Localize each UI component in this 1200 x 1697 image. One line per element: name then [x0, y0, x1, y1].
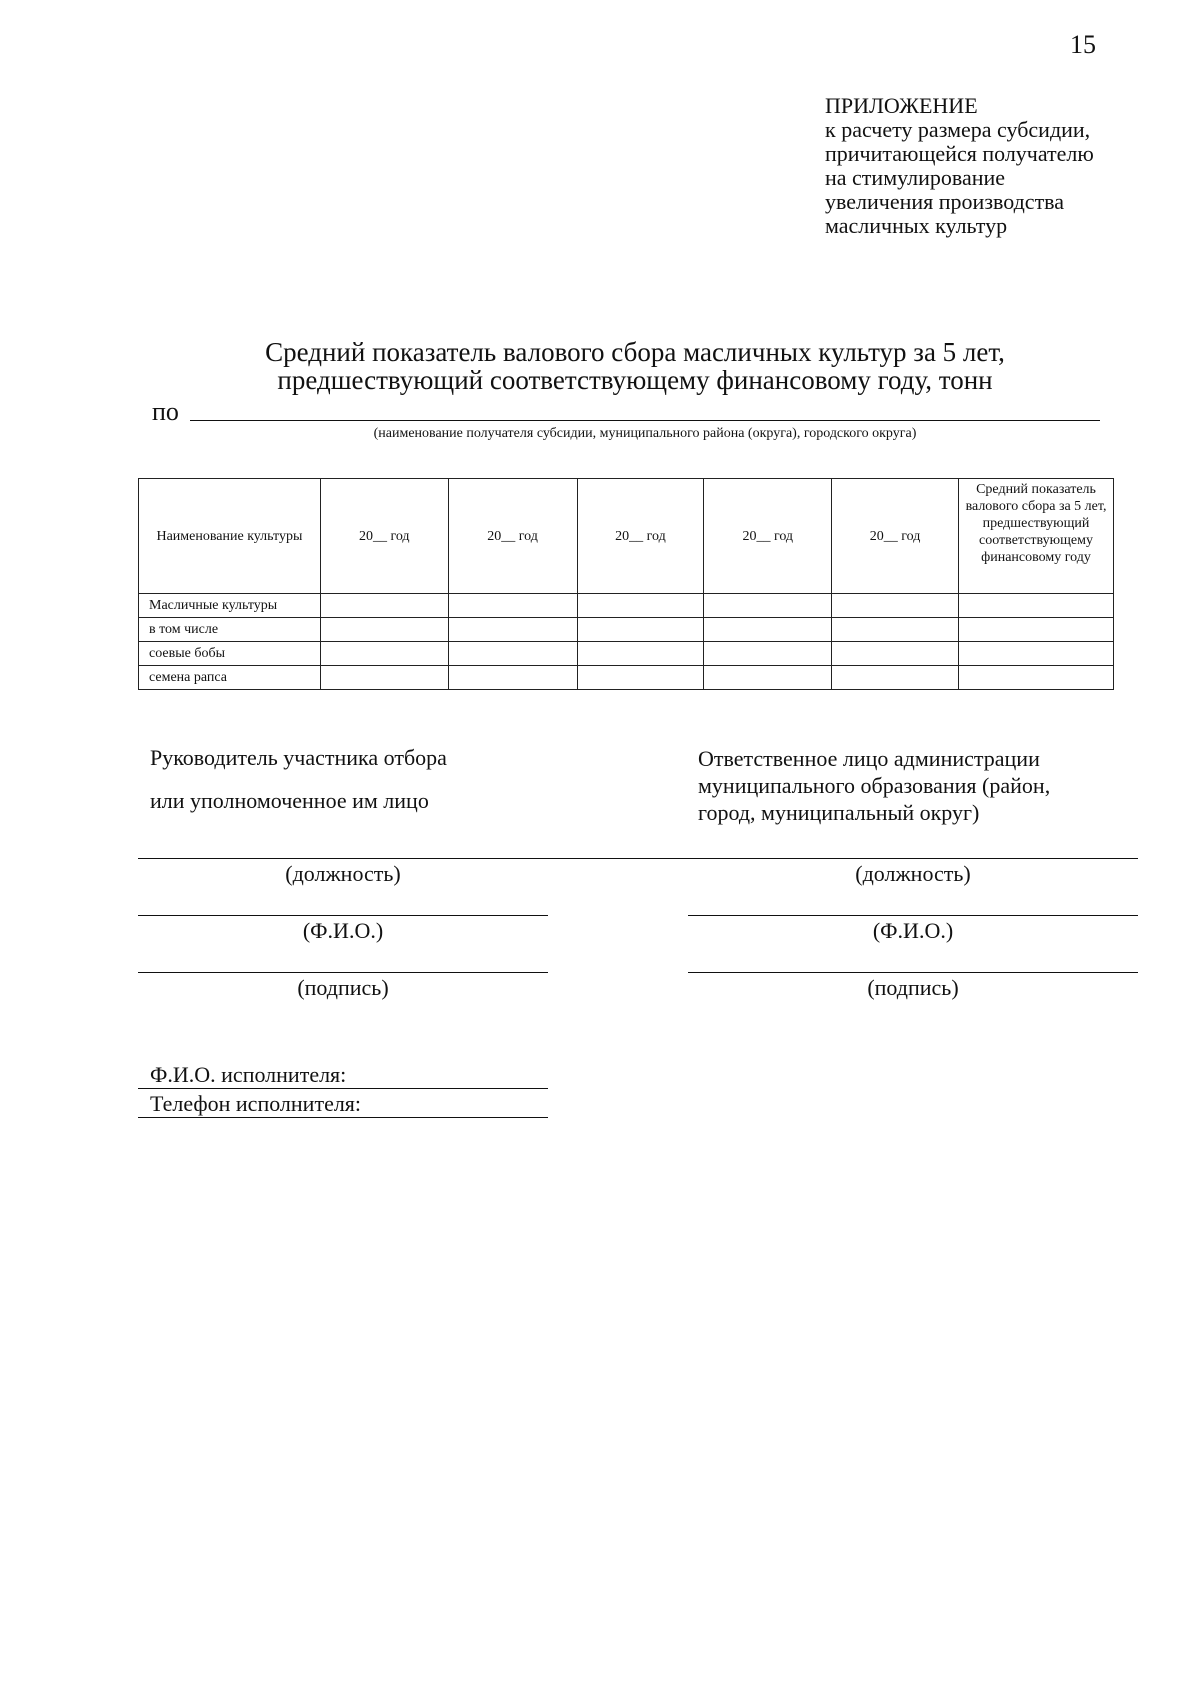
- appendix-line: к расчету размера субсидии,: [825, 117, 1091, 142]
- header-average: Средний показатель валового сбора за 5 лет, предшествующий соответствующему финансовому году: [959, 479, 1114, 594]
- recipient-prefix: по: [152, 397, 179, 426]
- table-cell[interactable]: [448, 642, 577, 666]
- right-signature-line[interactable]: [688, 972, 1138, 973]
- table-cell[interactable]: [577, 666, 704, 690]
- left-name-line[interactable]: [138, 915, 548, 916]
- table-cell[interactable]: [832, 594, 959, 618]
- row-name: семена рапса: [139, 666, 321, 690]
- right-signer-line: город, муниципальный округ): [698, 800, 980, 825]
- table-cell[interactable]: [959, 642, 1114, 666]
- table-row: [139, 594, 1114, 618]
- page-number: 15: [1070, 30, 1096, 59]
- header-year: 20__ год: [320, 479, 448, 594]
- table-cell[interactable]: [959, 666, 1114, 690]
- table-cell[interactable]: [448, 618, 577, 642]
- table-cell[interactable]: [832, 618, 959, 642]
- row-name: в том числе: [139, 618, 321, 642]
- table-cell[interactable]: [320, 642, 448, 666]
- table-cell[interactable]: [832, 666, 959, 690]
- row-name: Масличные культуры: [139, 594, 321, 618]
- table-row: [139, 666, 1114, 690]
- appendix-line: причитающейся получателю: [825, 141, 1094, 166]
- executor-name-line[interactable]: [138, 1088, 548, 1089]
- executor-name-label: Ф.И.О. исполнителя:: [150, 1062, 347, 1087]
- table-cell[interactable]: [448, 666, 577, 690]
- table-cell[interactable]: [577, 642, 704, 666]
- appendix-line: на стимулирование: [825, 165, 1006, 190]
- appendix-line: увеличения производства: [825, 189, 1065, 214]
- table-cell[interactable]: [704, 642, 832, 666]
- table-cell[interactable]: [320, 666, 448, 690]
- left-name-caption: (Ф.И.О.): [302, 918, 384, 943]
- table-cell[interactable]: [959, 594, 1114, 618]
- report-title: [0, 338, 1200, 394]
- report-title-line: Средний показатель валового сбора масличных культур за 5 лет,: [265, 337, 1005, 367]
- left-signature-caption: (подпись): [297, 975, 389, 1000]
- recipient-caption: (наименование получателя субсидии, муниципального района (округа), городского округа): [373, 426, 917, 441]
- table-cell[interactable]: [320, 618, 448, 642]
- right-signature-caption: (подпись): [867, 975, 959, 1000]
- table-row: [139, 642, 1114, 666]
- position-line[interactable]: [138, 858, 1138, 859]
- table-cell[interactable]: [832, 642, 959, 666]
- table-cell[interactable]: [577, 594, 704, 618]
- header-year: 20__ год: [832, 479, 959, 594]
- table-cell[interactable]: [320, 594, 448, 618]
- harvest-table: [138, 478, 1114, 690]
- table-row: [139, 618, 1114, 642]
- right-name-line[interactable]: [688, 915, 1138, 916]
- left-signature-line[interactable]: [138, 972, 548, 973]
- right-name-caption: (Ф.И.О.): [872, 918, 954, 943]
- table-cell[interactable]: [959, 618, 1114, 642]
- table-cell[interactable]: [448, 594, 577, 618]
- header-year: 20__ год: [577, 479, 704, 594]
- right-signer-line: Ответственное лицо администрации: [698, 746, 1040, 771]
- header-crop-name: Наименование культуры: [139, 479, 321, 594]
- right-signer-title: [698, 745, 1050, 826]
- left-signer-subtitle: или уполномоченное им лицо: [150, 788, 429, 813]
- left-position-caption: (должность): [285, 861, 401, 886]
- header-year: 20__ год: [448, 479, 577, 594]
- right-signer-line: муниципального образования (район,: [698, 773, 1051, 798]
- right-position-caption: (должность): [855, 861, 971, 886]
- executor-phone-line[interactable]: [138, 1117, 548, 1118]
- table-cell[interactable]: [704, 666, 832, 690]
- recipient-input-line[interactable]: [190, 420, 1100, 421]
- table-cell[interactable]: [577, 618, 704, 642]
- table-cell[interactable]: [704, 618, 832, 642]
- header-year: 20__ год: [704, 479, 832, 594]
- table-header-row: [139, 479, 1114, 594]
- executor-phone-label: Телефон исполнителя:: [150, 1091, 362, 1116]
- table-cell[interactable]: [704, 594, 832, 618]
- appendix-title: ПРИЛОЖЕНИЕ: [825, 93, 978, 118]
- report-title-line: предшествующий соответствующему финансовому году, тонн: [277, 365, 993, 395]
- appendix-header: [825, 94, 1185, 238]
- row-name: соевые бобы: [139, 642, 321, 666]
- left-signer-title: Руководитель участника отбора: [150, 745, 447, 770]
- appendix-line: масличных культур: [825, 213, 1008, 238]
